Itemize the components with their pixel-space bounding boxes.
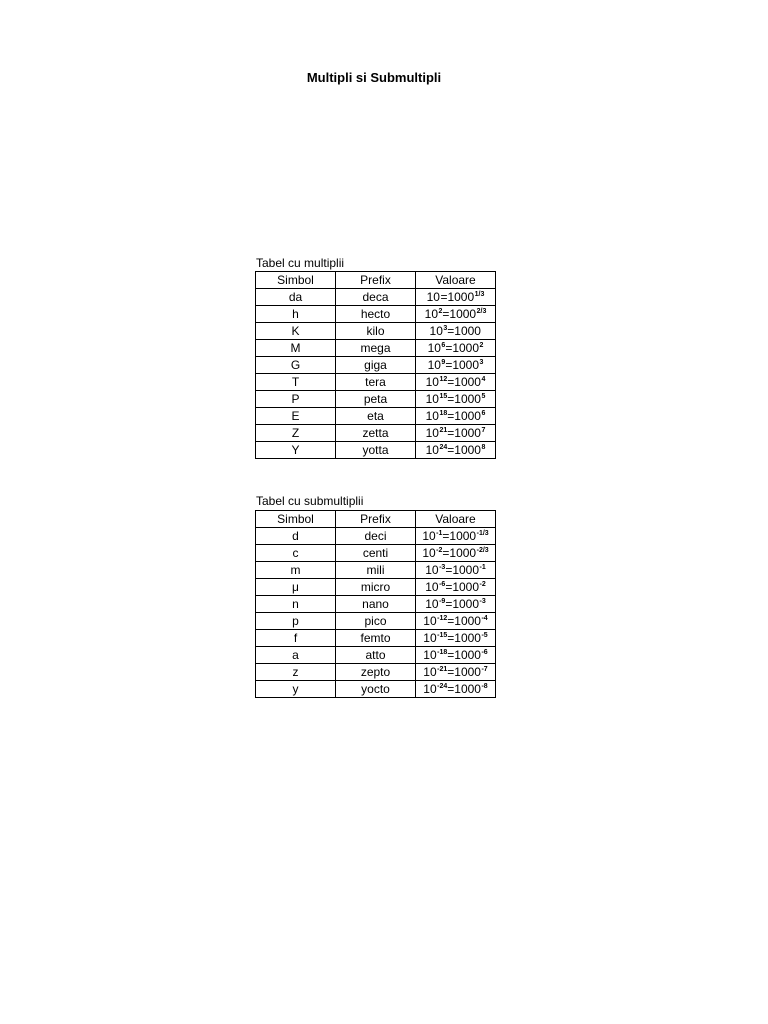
cell-prefix: deci xyxy=(336,528,416,545)
page-title: Multipli si Submultipli xyxy=(306,70,442,85)
cell-value xyxy=(416,425,496,442)
value-base-1000: =1000 xyxy=(447,426,481,440)
value-exponent-10: -24 xyxy=(437,683,448,690)
value-base-10: 10 xyxy=(422,529,436,543)
submultiples-table xyxy=(255,510,496,698)
value-exponent-10: -6 xyxy=(439,581,446,588)
value-base-10: 10 xyxy=(425,392,439,406)
value-base-10: 10 xyxy=(423,665,437,679)
cell-prefix: peta xyxy=(336,391,416,408)
cell-value xyxy=(416,647,496,664)
cell-prefix: nano xyxy=(336,596,416,613)
cell-value xyxy=(416,545,496,562)
value-base-10: 10 xyxy=(425,426,439,440)
table-row xyxy=(256,374,496,391)
value-exponent-10: 15 xyxy=(439,393,448,400)
value-exponent-1000: -5 xyxy=(481,632,488,639)
table-row xyxy=(256,562,496,579)
cell-symbol: f xyxy=(256,630,336,647)
multiples-table-caption: Tabel cu multiplii xyxy=(256,256,345,270)
multiples-table xyxy=(255,271,496,459)
value-exponent-10: 9 xyxy=(441,359,446,366)
cell-prefix: femto xyxy=(336,630,416,647)
value-base-10: 10 xyxy=(423,648,437,662)
value-exponent-10: 12 xyxy=(439,376,448,383)
cell-prefix: mega xyxy=(336,340,416,357)
cell-prefix: atto xyxy=(336,647,416,664)
table-row xyxy=(256,528,496,545)
value-exponent-10: -9 xyxy=(439,598,446,605)
value-exponent-10: -12 xyxy=(437,615,448,622)
value-base-10: 10 xyxy=(427,358,441,372)
cell-value xyxy=(416,391,496,408)
cell-value xyxy=(416,323,496,340)
value-base-1000: =1000 xyxy=(445,580,480,594)
value-base-1000: =1000 xyxy=(447,665,481,679)
value-exponent-1000: 8 xyxy=(481,444,486,451)
cell-symbol: d xyxy=(256,528,336,545)
cell-value xyxy=(416,681,496,698)
table-row xyxy=(256,442,496,459)
cell-symbol: p xyxy=(256,613,336,630)
cell-prefix: deca xyxy=(336,289,416,306)
value-exponent-1000: 7 xyxy=(481,427,486,434)
value-base-1000: =1000 xyxy=(445,358,480,372)
value-exponent-1000: -2 xyxy=(479,581,486,588)
value-exponent-1000: 6 xyxy=(481,410,486,417)
cell-symbol: P xyxy=(256,391,336,408)
table-row xyxy=(256,408,496,425)
cell-symbol: h xyxy=(256,306,336,323)
cell-symbol: μ xyxy=(256,579,336,596)
value-base-1000: =1000 xyxy=(447,324,481,338)
value-exponent-1000: 5 xyxy=(481,393,486,400)
cell-symbol: n xyxy=(256,596,336,613)
cell-prefix: hecto xyxy=(336,306,416,323)
value-base-10: 10 xyxy=(425,443,439,457)
value-exponent-1000: -8 xyxy=(481,683,488,690)
cell-symbol: da xyxy=(256,289,336,306)
header-symbol: Simbol xyxy=(256,272,336,289)
cell-value xyxy=(416,374,496,391)
cell-symbol: y xyxy=(256,681,336,698)
value-base-10: 10 xyxy=(423,682,437,696)
value-exponent-10: -18 xyxy=(437,649,448,656)
cell-prefix: yotta xyxy=(336,442,416,459)
value-exponent-1000: 4 xyxy=(481,376,486,383)
cell-value xyxy=(416,408,496,425)
value-base-10: 10 xyxy=(427,341,441,355)
value-exponent-10: -21 xyxy=(437,666,448,673)
cell-prefix: micro xyxy=(336,579,416,596)
value-base-1000: =1000 xyxy=(442,307,477,321)
value-base-1000: =1000 xyxy=(447,375,481,389)
cell-value xyxy=(416,613,496,630)
header-value: Valoare xyxy=(416,511,496,528)
value-base-10: 10 xyxy=(426,290,440,304)
value-base-10: 10 xyxy=(425,563,439,577)
value-exponent-1000: -4 xyxy=(481,615,488,622)
table-row xyxy=(256,613,496,630)
value-base-1000: =1000 xyxy=(447,409,481,423)
table-row xyxy=(256,596,496,613)
value-base-1000: =1000 xyxy=(445,341,480,355)
cell-value xyxy=(416,596,496,613)
header-prefix: Prefix xyxy=(336,511,416,528)
header-prefix: Prefix xyxy=(336,272,416,289)
value-base-10: 10 xyxy=(425,580,439,594)
value-exponent-10: 21 xyxy=(439,427,448,434)
cell-value xyxy=(416,357,496,374)
cell-value xyxy=(416,579,496,596)
value-base-10: 10 xyxy=(423,631,437,645)
value-base-1000: =1000 xyxy=(447,682,481,696)
header-symbol: Simbol xyxy=(256,511,336,528)
cell-symbol: z xyxy=(256,664,336,681)
value-exponent-1000: 2/3 xyxy=(476,308,487,315)
value-base-10: 10 xyxy=(424,307,438,321)
table-row xyxy=(256,425,496,442)
cell-prefix: centi xyxy=(336,545,416,562)
table-row xyxy=(256,306,496,323)
cell-prefix: kilo xyxy=(336,323,416,340)
table-row xyxy=(256,323,496,340)
table-row xyxy=(256,545,496,562)
value-base-10: 10 xyxy=(425,409,439,423)
cell-symbol: Y xyxy=(256,442,336,459)
cell-value xyxy=(416,562,496,579)
value-base-1000: =1000 xyxy=(440,290,475,304)
value-base-1000: =1000 xyxy=(447,392,481,406)
value-exponent-10: 18 xyxy=(439,410,448,417)
value-base-1000: =1000 xyxy=(447,648,481,662)
value-exponent-1000: 3 xyxy=(479,359,484,366)
cell-prefix: zetta xyxy=(336,425,416,442)
cell-value xyxy=(416,664,496,681)
cell-symbol: c xyxy=(256,545,336,562)
table-row xyxy=(256,647,496,664)
cell-prefix: eta xyxy=(336,408,416,425)
cell-symbol: K xyxy=(256,323,336,340)
value-base-10: 10 xyxy=(425,597,439,611)
cell-value xyxy=(416,340,496,357)
cell-symbol: T xyxy=(256,374,336,391)
value-exponent-1000: -3 xyxy=(479,598,486,605)
cell-value xyxy=(416,442,496,459)
value-base-10: 10 xyxy=(422,546,436,560)
value-exponent-10: 3 xyxy=(443,325,448,332)
cell-prefix: giga xyxy=(336,357,416,374)
value-base-1000: =1000 xyxy=(445,597,480,611)
value-base-10: 10 xyxy=(423,614,437,628)
table-row xyxy=(256,340,496,357)
value-exponent-10: 2 xyxy=(438,308,443,315)
value-exponent-1000: -7 xyxy=(481,666,488,673)
cell-symbol: Z xyxy=(256,425,336,442)
cell-prefix: yocto xyxy=(336,681,416,698)
table-header-row xyxy=(256,272,496,289)
value-exponent-1000: 1/3 xyxy=(474,291,485,298)
cell-value xyxy=(416,528,496,545)
value-exponent-1000: -1/3 xyxy=(476,530,489,537)
table-row xyxy=(256,391,496,408)
value-base-1000: =1000 xyxy=(442,546,477,560)
table-row xyxy=(256,579,496,596)
cell-symbol: M xyxy=(256,340,336,357)
cell-symbol: m xyxy=(256,562,336,579)
value-exponent-10: -2 xyxy=(436,547,443,554)
value-base-1000: =1000 xyxy=(447,614,481,628)
value-base-1000: =1000 xyxy=(445,563,480,577)
value-exponent-10: -1 xyxy=(436,530,443,537)
value-exponent-10: -3 xyxy=(439,564,446,571)
value-exponent-10: -15 xyxy=(437,632,448,639)
value-exponent-1000: 2 xyxy=(479,342,484,349)
value-exponent-10: 24 xyxy=(439,444,448,451)
cell-value xyxy=(416,289,496,306)
submultiples-table-caption: Tabel cu submultiplii xyxy=(256,494,364,508)
cell-value xyxy=(416,306,496,323)
value-base-10: 10 xyxy=(429,324,443,338)
value-base-1000: =1000 xyxy=(442,529,477,543)
cell-prefix: zepto xyxy=(336,664,416,681)
value-exponent-1000: -2/3 xyxy=(476,547,489,554)
cell-symbol: a xyxy=(256,647,336,664)
header-value: Valoare xyxy=(416,272,496,289)
table-row xyxy=(256,357,496,374)
table-row xyxy=(256,664,496,681)
table-row xyxy=(256,630,496,647)
cell-prefix: tera xyxy=(336,374,416,391)
cell-prefix: mili xyxy=(336,562,416,579)
value-base-1000: =1000 xyxy=(447,631,481,645)
table-row xyxy=(256,289,496,306)
table-row xyxy=(256,681,496,698)
cell-value xyxy=(416,630,496,647)
value-exponent-10: 6 xyxy=(441,342,446,349)
cell-prefix: pico xyxy=(336,613,416,630)
value-exponent-1000: -6 xyxy=(481,649,488,656)
value-base-1000: =1000 xyxy=(447,443,481,457)
table-header-row xyxy=(256,511,496,528)
value-base-10: 10 xyxy=(425,375,439,389)
cell-symbol: E xyxy=(256,408,336,425)
cell-symbol: G xyxy=(256,357,336,374)
value-exponent-1000: -1 xyxy=(479,564,486,571)
